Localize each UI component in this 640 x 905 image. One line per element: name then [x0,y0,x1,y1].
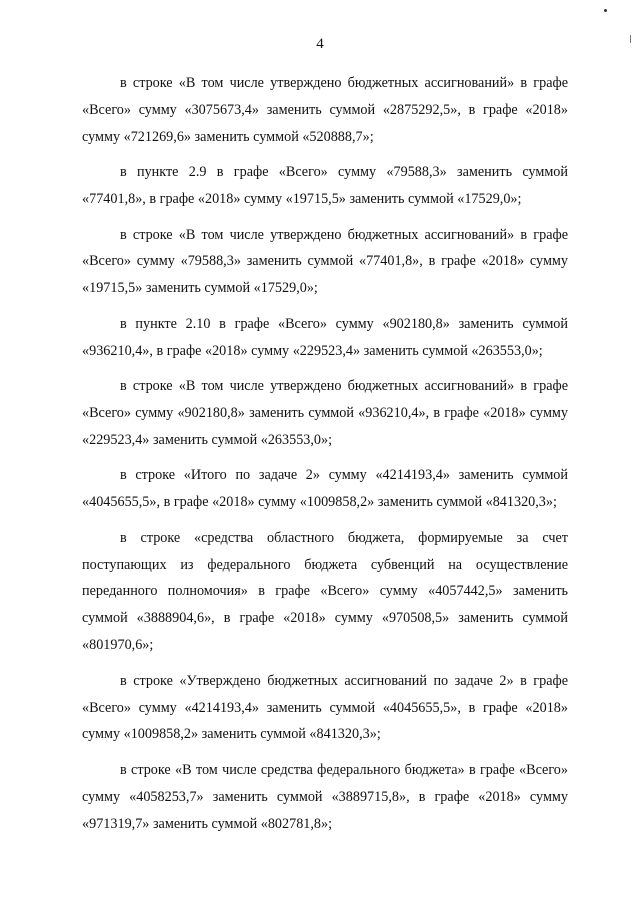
paragraph: в строке «В том числе средства федерального бюджета» в графе «Всего» сумму «4058253,7» заменить суммой «3889715,8», в графе «2018» сумму «971319,7» заменить суммой «802781,8»; [82,761,568,832]
page-number: 4 [316,36,324,52]
paragraph: в строке «В том числе утверждено бюджетных ассигнований» в графе «Всего» сумму «3075673,4» заменить суммой «2875292,5», в графе «2018» сумму «721269,6» заменить суммой «520888,7»; [82,75,568,145]
paragraph: в строке «Итого по задаче 2» сумму «4214193,4» заменить суммой «4045655,5», в графе «2018» сумму «1009858,2» заменить суммой «841320,3»; [82,467,568,511]
paragraph: в строке «Утверждено бюджетных ассигнований по задаче 2» в графе «Всего» сумму «4214193,4» заменить суммой «4045655,5», в графе «2018» сумму «1009858,2» заменить суммой «841320,3»; [82,672,568,743]
paragraph: в строке «В том числе утверждено бюджетных ассигнований» в графе «Всего» сумму «79588,3» заменить суммой «77401,8», в графе «2018» сумму «19715,5» заменить суммой «17529,0»; [82,226,568,297]
paragraph: в пункте 2.9 в графе «Всего» сумму «79588,3» заменить суммой «77401,8», в графе «2018» сумму «19715,5» заменить суммой «17529,0»; [82,164,568,208]
scan-speck [604,9,607,12]
paragraph: в строке «средства областного бюджета, формируемые за счет поступающих из федерального бюджета субвенций на осуществление переданного полномочия» в графе «Всего» сумму «4057442,5» заменить суммой «3888904,6», в графе «2018» сумму «970508,5» заменить суммой «801970,6»; [82,529,568,654]
paragraph: в строке «В том числе утверждено бюджетных ассигнований» в графе «Всего» сумму «902180,8» заменить суммой «936210,4», в графе «2018» сумму «229523,4» заменить суммой «263553,0»; [82,378,568,448]
document-body [82,70,568,846]
paragraph: в пункте 2.10 в графе «Всего» сумму «902180,8» заменить суммой «936210,4», в графе «2018» сумму «229523,4» заменить суммой «263553,0»; [82,315,568,359]
